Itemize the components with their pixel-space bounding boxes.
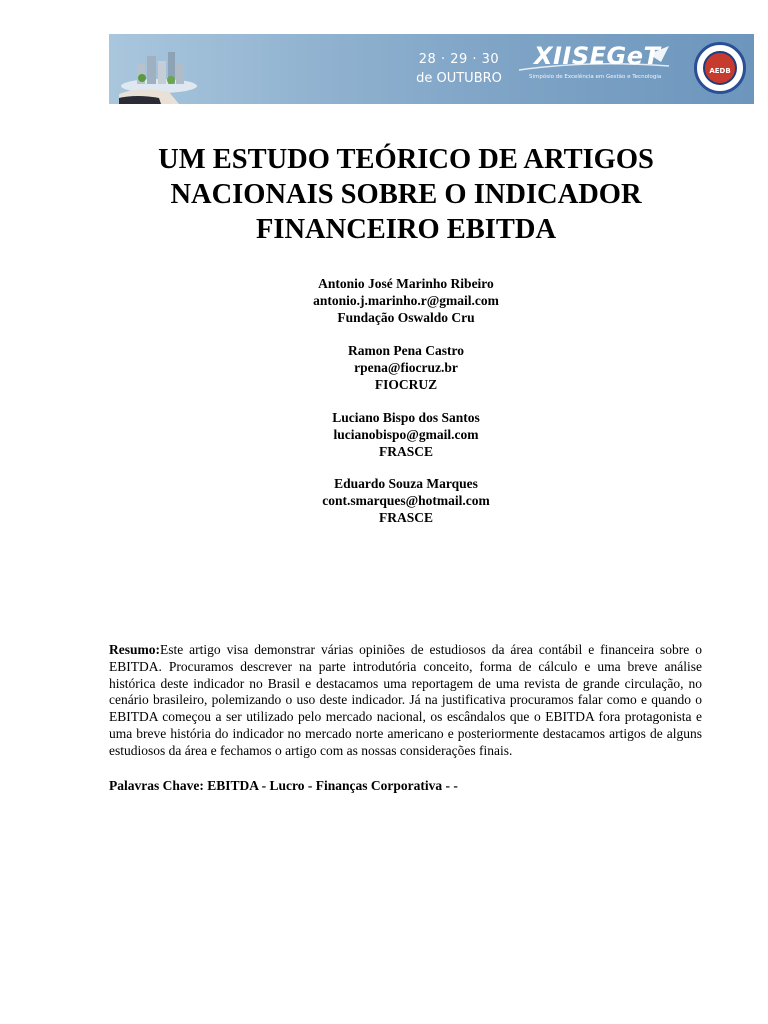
seal-label: AEDB [709, 67, 731, 75]
author-name: Eduardo Souza Marques [334, 476, 478, 491]
author-email: rpena@fiocruz.br [354, 360, 458, 375]
banner-dates: 28 · 29 · 30 [418, 52, 500, 67]
banner-subtitle: Simpósio de Excelência em Gestão e Tecnologia [529, 74, 662, 80]
author-name: Ramon Pena Castro [348, 343, 464, 358]
paper-title [110, 142, 702, 247]
author-block [110, 409, 702, 460]
author-email: lucianobispo@gmail.com [333, 427, 479, 442]
title-line: UM ESTUDO TEÓRICO DE ARTIGOS [158, 144, 654, 175]
author-affiliation: FRASCE [378, 444, 433, 459]
abstract [109, 642, 702, 760]
author-block [110, 275, 702, 326]
title-line: NACIONAIS SOBRE O INDICADOR [170, 179, 642, 210]
title-line: FINANCEIRO EBITDA [255, 214, 557, 245]
author-name: Antonio José Marinho Ribeiro [318, 276, 494, 291]
abstract-label: Resumo: [109, 642, 160, 657]
author-block [110, 342, 702, 393]
author-email: cont.smarques@hotmail.com [322, 493, 490, 508]
keywords: Palavras Chave: EBITDA - Lucro - Finanças Corporativa - - [109, 778, 458, 793]
aedb-seal-icon [694, 42, 746, 94]
conference-banner [109, 34, 754, 104]
author-affiliation: FIOCRUZ [374, 377, 438, 392]
author-affiliation: FRASCE [378, 510, 433, 525]
seal-inner [703, 51, 737, 85]
author-name: Luciano Bispo dos Santos [332, 410, 480, 425]
banner-brand: XIISEGeT [534, 42, 661, 70]
banner-month: de OUTUBRO [416, 71, 502, 86]
author-email: antonio.j.marinho.r@gmail.com [313, 293, 499, 308]
author-affiliation: Fundação Oswaldo Cru [337, 310, 475, 325]
author-block [110, 475, 702, 526]
abstract-text: Este artigo visa demonstrar várias opiniões de estudiosos da área contábil e financeira sobre o EBITDA. Procuramos descrever na parte introdutória conceito, forma de cálculo e uma breve análise histórica deste indicador no Brasil e destacamos uma reportagem de uma revista de grande circulação, no cenário brasileiro, polemizando o uso deste indicador. Já na justificativa procuramos falar como e quando o EBITDA começou a ser utilizado pelo mercado nacional, os escândalos que o EBITDA fora protagonista e uma breve história do indicador no mercado norte americano e posteriormente destacamos artigos de alguns estudiosos da área e fechamos o artigo com as nossas considerações finais. [109, 642, 702, 758]
